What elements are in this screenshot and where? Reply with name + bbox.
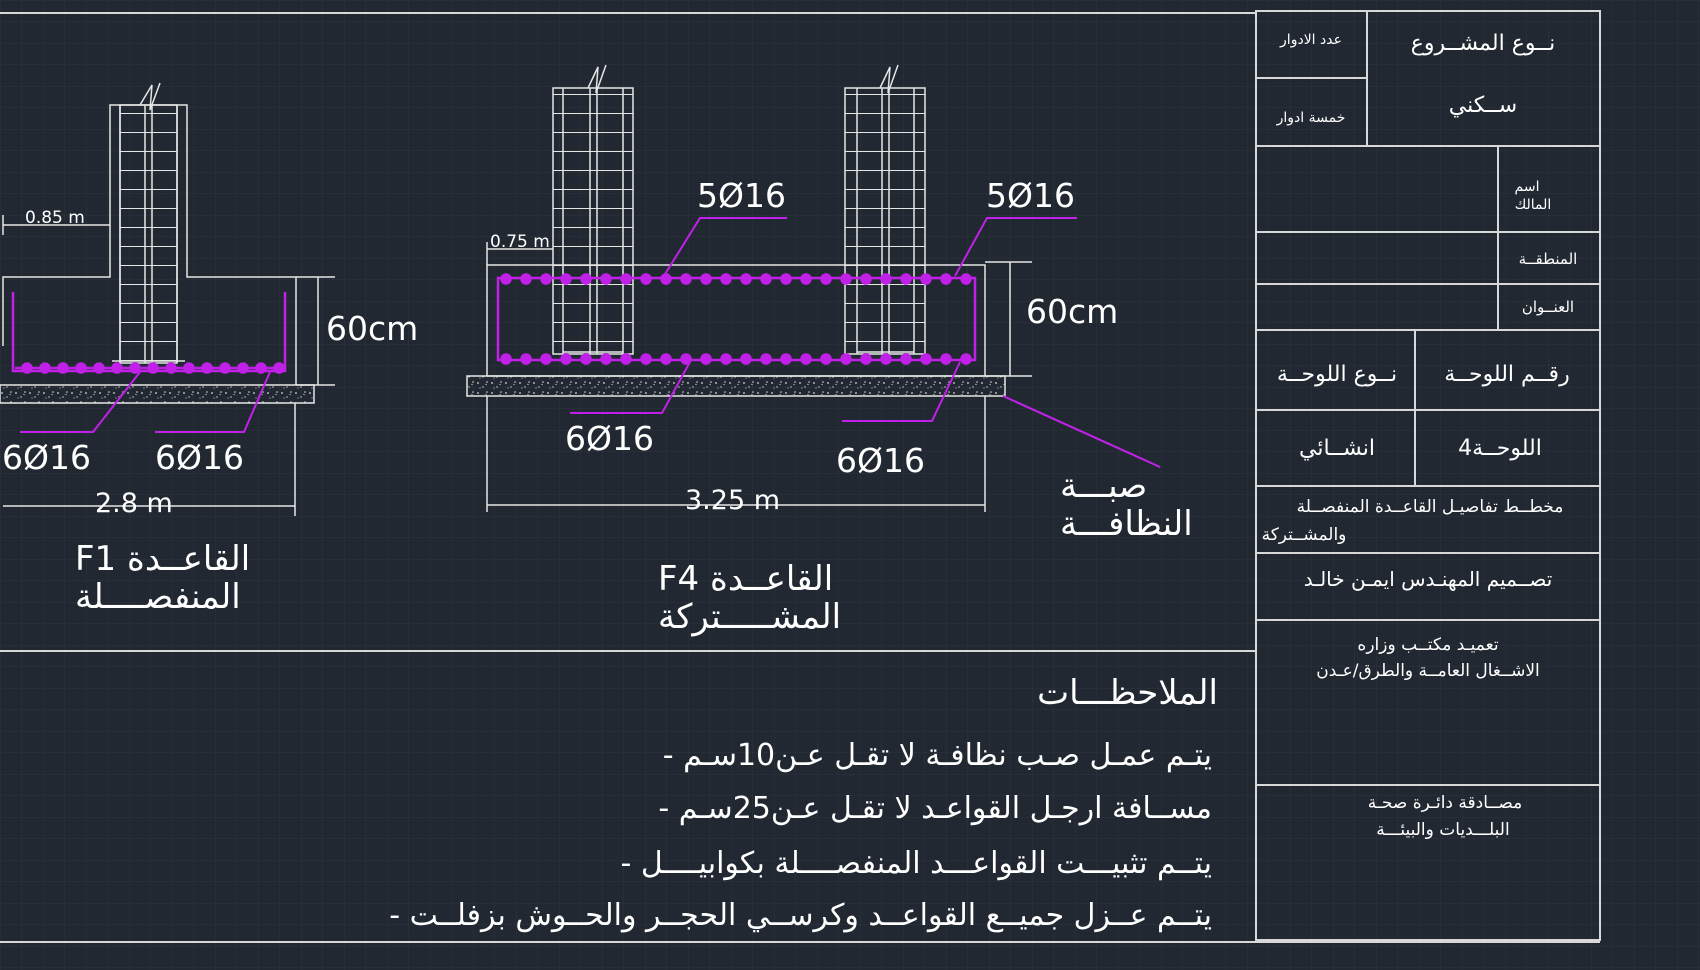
notes-heading: الملاحظـــات (1037, 673, 1218, 713)
sheet-type-value: انشــائي (1299, 436, 1375, 461)
approval-line2: الاشــغال العامــة والطرق/عـدن (1316, 661, 1540, 681)
f1-width-label: 2.8 m (95, 488, 173, 519)
f4-caption-line1: F4 القاعــدة (658, 559, 834, 599)
municipal-line1: مصــادقة دائـرة صحـة (1367, 793, 1523, 813)
f1-bottom-right-rebar-label: 6Ø16 (155, 438, 244, 477)
blinding-label-line1: صبـــة (1060, 466, 1148, 506)
sheet-type-label: نــوع اللوحــة (1276, 362, 1398, 387)
note-item-1: - يتـم عمـل صـب نظافـة لا تقـل عـن10سـم (662, 738, 1212, 773)
note-item-3: - يتــم تثبيـــت القواعـــد المنفصــــلة بكوابيــــل (620, 846, 1212, 881)
plan-title-line1: مخطــط تفاصيـل القاعــدة المنفصــلة (1296, 497, 1564, 517)
approval-line1: تعميـد مكتــب وزاره (1357, 635, 1499, 655)
note-item-2: - مســافة ارجـل القواعـد لا تقـل عـن25سـم (658, 791, 1212, 826)
f4-top-left-rebar-label: 5Ø16 (697, 176, 786, 215)
blinding-label-line2: النظافـــة (1060, 504, 1193, 544)
sheet-number-label: رقــم اللوحــة (1444, 362, 1570, 387)
project-type-value: ســكني (1448, 93, 1518, 118)
f4-caption-line2: المشـــــتركة (658, 597, 842, 637)
f1-bottom-left-rebar-label: 6Ø16 (2, 438, 91, 477)
f1-caption-line2: المنفصــــلة (75, 577, 241, 617)
f4-offset-label: 0.75 m (490, 232, 550, 252)
f4-top-right-rebar-label: 5Ø16 (986, 176, 1075, 215)
municipal-line2: البلـــديات والبيئـــة (1376, 820, 1510, 840)
owner-label-line1: اسم (1514, 179, 1540, 195)
area-label: المنطقــة (1518, 250, 1578, 268)
address-label: العنــوان (1521, 298, 1575, 316)
owner-label-line2: المالك (1514, 197, 1552, 213)
f4-height-label: 60cm (1026, 292, 1119, 331)
floors-value: خمسة ادوار (1276, 110, 1346, 126)
designer-name: تصــميم المهنـدس ايمـن خالـد (1303, 567, 1553, 591)
sheet-number-value: اللوحــة4 (1458, 436, 1542, 461)
f4-width-label: 3.25 m (685, 485, 781, 516)
f1-height-label: 60cm (326, 309, 419, 348)
f4-bottom-left-rebar-label: 6Ø16 (565, 419, 654, 458)
f1-offset-label: 0.85 m (25, 208, 85, 228)
f4-bottom-right-rebar-label: 6Ø16 (836, 441, 925, 480)
floors-label: عدد الادوار (1280, 32, 1342, 48)
plan-title-line2: والمشــتركة (1261, 525, 1347, 545)
f1-caption-line1: F1 القاعــدة (75, 539, 251, 579)
project-type-label: نــوع المشــروع (1410, 31, 1556, 56)
note-item-4: - يتــم عــزل جميــع القواعــد وكرســي الحجــر والحــوش بزفلــت (389, 898, 1212, 933)
